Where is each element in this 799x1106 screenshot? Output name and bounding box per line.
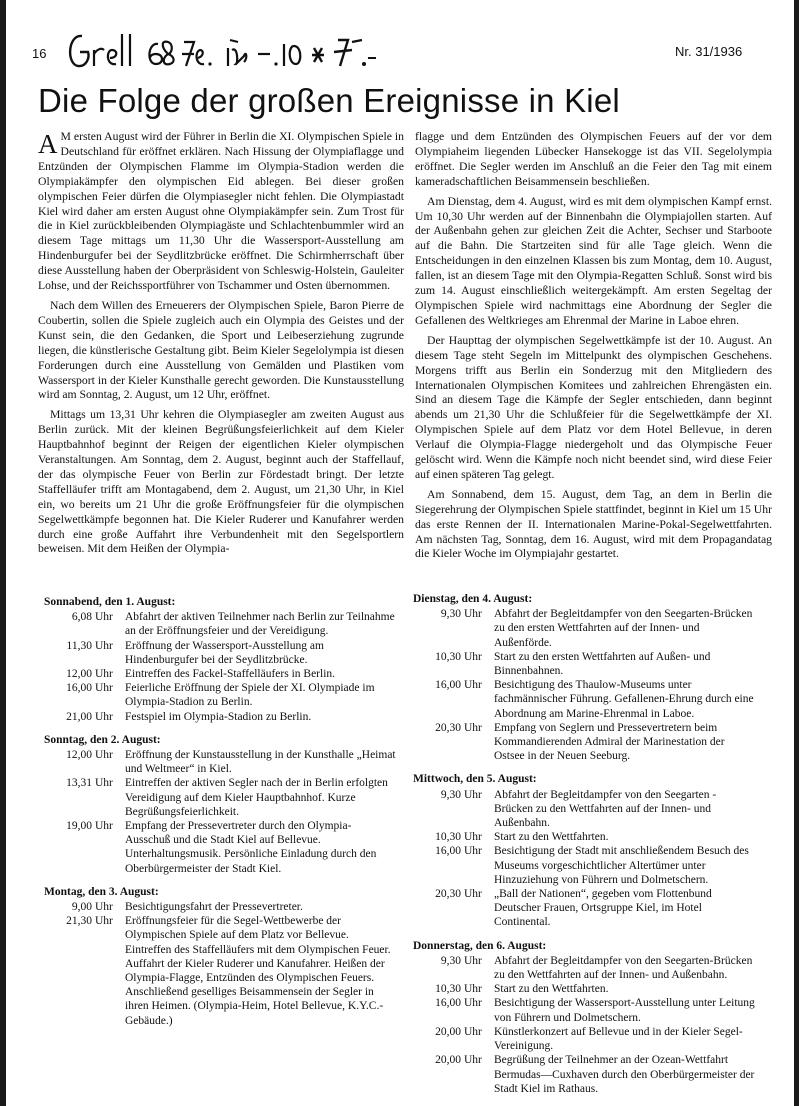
event-description: Eröffnungsfeier für die Segel-Wettbewerbe der Olympischen Spiele auf dem Platz vor Bellevue. Eintreffen des Staffelläufers mit dem Olympischen Feuer. Auffahrt der Kieler Ruderer und Kanufahrer. Heißen der Olympia-Flagge, Entzünden des Olympischen Feuers. Anschließend geselliges Beisammensein der Segler in ihren Heimen. (Olympia-Heim, Hotel Bellevue, K.Y.C.-Gebäude.) — [125, 915, 391, 1027]
event-time-unit: Uhr — [464, 1025, 482, 1038]
schedule-event — [413, 1025, 758, 1053]
event-description: Abfahrt der Begleitdampfer von den Seegarten-Brücken zu den Wettfahrten auf der Innen- und Außenbahn. — [494, 954, 753, 982]
schedule-event — [44, 914, 396, 1028]
event-description: Künstlerkonzert auf Bellevue und in der Kieler Segel-Vereinigung. — [494, 1025, 743, 1053]
event-time-unit: Uhr — [95, 682, 113, 695]
schedule-day-gap — [44, 724, 396, 733]
schedule-event — [413, 844, 758, 887]
schedule-event — [413, 721, 758, 764]
schedule-event — [413, 982, 758, 996]
event-description: Abfahrt der Begleitdampfer von den Seegarten-Brücken zu den ersten Wettfahrten auf der Innen- und Außenförde. — [494, 608, 753, 649]
event-description: Start zu den Wettfahrten. — [494, 983, 609, 996]
schedule-event — [413, 954, 758, 982]
event-time-unit: Uhr — [464, 983, 482, 996]
event-description: Empfang von Seglern und Pressevertretern beim Kommandierenden Admiral der Marinestation der Ostsee in der Neuen Seeburg. — [494, 721, 725, 763]
right-scan-border — [794, 0, 799, 1106]
schedule-event — [413, 788, 758, 831]
schedule-event — [44, 710, 396, 724]
schedule-event — [413, 996, 758, 1024]
event-time: 20,30 — [435, 888, 461, 901]
article-column-right — [415, 130, 772, 567]
event-time-unit: Uhr — [464, 788, 482, 801]
schedule-day-heading: Sonntag, den 2. August: — [44, 733, 161, 746]
schedule-day-gap — [44, 876, 396, 885]
event-time-unit: Uhr — [464, 721, 482, 734]
event-time-unit: Uhr — [464, 608, 482, 621]
handwritten-annotation — [62, 28, 382, 74]
article-paragraph: Der Haupttag der olympischen Segelwettkämpfe ist der 10. August. An diesem Tage steht Segeln im Mittelpunkt des olympischen Geschehens. Morgens trifft aus Berlin ein Sonderzug mit den Mitgliedern des Internationalen Olympischen Komitees und zahlreichen Ehrengästen ein. Sind an diesem Tage die Kämpfe der Segler entschieden, dann beginnt abends um 21,30 Uhr die Schlußfeier für die Segelwettkämpfe der XI. Olympischen Spiele auf dem Platz vor dem Hotel Bellevue, in deren Verlauf die Olympia-Flagge niedergeholt und das Olympische Feuer gelöscht wird. Wenn die Kämpfe noch nicht beendet sind, wird diese Feier auf einen späteren Tag gelegt. — [415, 333, 772, 481]
event-time: 19,00 — [66, 820, 92, 833]
event-time-unit: Uhr — [95, 611, 113, 624]
schedule-day-gap — [413, 763, 758, 772]
article-paragraph: Nach dem Willen des Erneuerers der Olympischen Spiele, Baron Pierre de Coubertin, sollen die Spiele zugleich auch ein Olympia des Geistes und der Kunst sein, die den Gedanken, die Sport und Leibeserziehung zugrunde liegen, die künstlerische Gestaltung gibt. Beim Kieler Segelolympia ist diesen Forderungen durch eine Ausstellung von Gemälden und Plastiken vom Wassersport in der Kieler Kunsthalle gerecht geworden. Die Kunstausstellung wird am Sonntag, 2. August, um 12 Uhr, eröffnet. — [38, 298, 404, 402]
event-time: 10,30 — [435, 831, 461, 844]
event-time: 20,30 — [435, 721, 461, 734]
event-time: 9,30 — [440, 954, 461, 967]
event-time: 9,30 — [440, 608, 461, 621]
schedule-column-left — [44, 595, 396, 1028]
event-description: Start zu den ersten Wettfahrten auf Außen- und Binnenbahnen. — [494, 650, 711, 678]
event-time-unit: Uhr — [95, 749, 113, 762]
event-description: Eintreffen des Fackel-Staffelläufers in Berlin. — [125, 668, 336, 681]
event-description: Besichtigungsfahrt der Pressevertreter. — [125, 901, 303, 914]
article-paragraph: A M ersten August wird der Führer in Berlin die XI. Olympischen Spiele in Deutschland für eröffnet erklären. Nach Hissung der Olympiaflagge und Entzünden der Olympischen Flamme im Olympia-Stadion werden die Olympiakämpfer den olympischen Eid ablegen. Bei dieser großen olympischen Feier dürfen die Olympiasegler nicht fehlen. Die Olympiastadt Kiel wird daher am ersten August ohne Olympiakämpfer sein. Zum Trost für die in Kiel zurückbleibenden Olympiagäste und Schlachtenbummler wird an diesem Tage mittags um 11,30 Uhr die Wassersport-Ausstellung am Hindenburgufer bei der Seydlitzbrücke eröffnet. Die Schirmherrschaft über diese Ausstellung haben der Oberpräsident von Schleswig-Holstein, Gauleiter Lohse, und der Reichssportführer von Tschammer und Osten übernommen. — [38, 129, 404, 293]
event-description: Eintreffen der aktiven Segler nach der in Berlin erfolgten Vereidigung auf dem Kieler Hauptbahnhof. Kurze Begrüßungsfeierlichkeit. — [125, 777, 388, 818]
event-time: 10,30 — [435, 983, 461, 996]
event-time-unit: Uhr — [95, 639, 113, 652]
event-description: Eröffnung der Wassersport-Ausstellung am Hindenburgufer bei der Seydlitzbrücke. — [125, 639, 324, 666]
event-time: 20,00 — [435, 1025, 461, 1038]
event-time-unit: Uhr — [464, 845, 482, 858]
event-description: Empfang der Pressevertreter durch den Olympia-Ausschuß und die Stadt Kiel auf Bellevue. Unterhaltungsmusik. Persönliche Einladung durch den Oberbürgermeister der Stadt Kiel. — [125, 820, 377, 875]
article-paragraph: Am Sonnabend, dem 15. August, dem Tag, an dem in Berlin die Siegerehrung der Olympischen Spiele stattfindet, beginnt in Kiel um 15 Uhr das erste Rennen der II. Internationalen Marine-Pokal-Segelwettfahrten. Am nächsten Tag, Sonntag, dem 16. August, wird mit dem Propagandatag die Kieler Woche im Olympiajahr gestartet. — [415, 487, 772, 561]
event-description: Besichtigung des Thaulow-Museums unter fachmännischer Führung. Gefallenen-Ehrung durch eine Abordnung am Marine-Ehrenmal in Laboe. — [494, 679, 754, 720]
event-description: Feierliche Eröffnung der Spiele der XI. Olympiade im Olympia-Stadion zu Berlin. — [125, 682, 375, 709]
event-description: Festspiel im Olympia-Stadion zu Berlin. — [125, 710, 312, 723]
event-time-unit: Uhr — [95, 777, 113, 790]
schedule-event — [413, 650, 758, 678]
event-time: 9,30 — [440, 788, 461, 801]
event-time: 21,00 — [66, 710, 92, 723]
event-time: 21,30 — [66, 915, 92, 928]
event-time-unit: Uhr — [464, 954, 482, 967]
article-paragraph: Am Dienstag, dem 4. August, wird es mit dem olympischen Kampf ernst. Um 10,30 Uhr werden auf der Binnenbahn die Olympiajollen starten. Auf der Außenbahn gehen zur gleichen Zeit die Achter, Sechser und Starboote auf die Bahn. Die Startzeiten sind für alle Tage gleich. Wenn die Entscheidungen in den einzelnen Klassen bis zum Montag, dem 10. August, fallen, ist an diesem Tage mit den Olympia-Regatten Schluß. Sonst wird bis zum 14. August einschließlich weitergekämpft. Am ersten Segeltag der Olympischen Spiele wird nachmittags eine Abordnung der Segler die Gefallenen des Weltkrieges am Ehrenmal der Marine in Laboe ehren. — [415, 194, 772, 327]
event-time: 20,00 — [435, 1054, 461, 1067]
schedule-event — [413, 1053, 758, 1096]
event-time: 6,08 — [71, 611, 92, 624]
event-time-unit: Uhr — [95, 901, 113, 914]
event-time: 16,00 — [435, 845, 461, 858]
article-paragraph: Mittags um 13,31 Uhr kehren die Olympiasegler am zweiten August aus Berlin zurück. Mit der kleinen Begrüßungsfeierlichkeit auf dem Kieler Hauptbahnhof beginnt der Reigen der eigentlichen Kieler olympischen Veranstaltungen. Am Sonntag, dem 2. August, beginnt auch der Staffellauf, der das olympische Feuer von Berlin zur Fördestadt bringt. Der letzte Staffelläufer trifft am Montagabend, dem 2. August, um 21,30 Uhr, in Kiel ein, wo bereits um 21 Uhr die große Eröffnungsfeier für die olympischen Segelwettkämpfe begonnen hat. Die Kieler Ruderer und Kanufahrer werden durch eine große Auffahrt ihre Verbundenheit mit den Segelsportlern beweisen. Mit dem Heißen der Olympia- — [38, 408, 404, 556]
event-description: „Ball der Nationen“, gegeben vom Flottenbund Deutscher Frauen, Ortsgruppe Kiel, im Hotel Continental. — [494, 888, 712, 929]
schedule-event — [44, 639, 396, 667]
issue-number: Nr. 31/1936 — [675, 44, 743, 59]
schedule-event — [44, 667, 396, 681]
schedule-day-gap — [413, 930, 758, 939]
event-time: 16,00 — [435, 997, 461, 1010]
schedule-day-heading: Dienstag, den 4. August: — [413, 593, 533, 605]
schedule-event — [413, 678, 758, 721]
event-time: 11,30 — [66, 639, 92, 652]
article-column-left — [38, 130, 404, 562]
schedule-event — [44, 819, 396, 876]
event-description: Besichtigung der Stadt mit anschließendem Besuch des Museums vorgeschichtlicher Altertümer unter Hinzuziehung von Führern und Dolmetschern. — [494, 845, 749, 886]
article-headline: Die Folge der großen Ereignisse in Kiel — [38, 82, 620, 119]
event-time-unit: Uhr — [464, 831, 482, 844]
drop-cap: A — [38, 129, 58, 159]
event-time-unit: Uhr — [95, 820, 113, 833]
page-number: 16 — [32, 46, 47, 61]
event-time: 16,00 — [66, 682, 92, 695]
schedule-day-heading: Sonnabend, den 1. August: — [44, 596, 176, 608]
event-description: Abfahrt der Begleitdampfer von den Seegarten - Brücken zu den Wettfahrten auf der Innen- und Außenbahn. — [494, 788, 717, 830]
event-time-unit: Uhr — [95, 915, 113, 928]
schedule-event — [413, 607, 758, 650]
schedule-day-heading: Donnerstag, den 6. August: — [413, 939, 547, 952]
event-time-unit: Uhr — [464, 1054, 482, 1067]
event-time-unit: Uhr — [464, 997, 482, 1010]
event-time-unit: Uhr — [464, 650, 482, 663]
event-time: 12,00 — [66, 749, 92, 762]
event-description: Start zu den Wettfahrten. — [494, 831, 609, 844]
event-description: Eröffnung der Kunstausstellung in der Kunsthalle „Heimat und Weltmeer“ in Kiel. — [125, 749, 396, 776]
schedule-day-heading: Montag, den 3. August: — [44, 885, 159, 898]
schedule-event — [44, 681, 396, 709]
event-time: 10,30 — [435, 650, 461, 663]
event-time: 12,00 — [66, 668, 92, 681]
schedule-event — [44, 900, 396, 914]
event-time-unit: Uhr — [464, 888, 482, 901]
event-time: 13,31 — [66, 777, 92, 790]
schedule-event — [413, 830, 758, 844]
event-description: Besichtigung der Wassersport-Ausstellung unter Leitung von Führern und Dolmetschern. — [494, 997, 755, 1024]
event-time-unit: Uhr — [464, 679, 482, 692]
schedule-event — [44, 776, 396, 819]
event-time-unit: Uhr — [95, 668, 113, 681]
left-scan-border — [0, 0, 6, 1106]
event-time: 16,00 — [435, 679, 461, 692]
event-description: Begrüßung der Teilnehmer an der Ozean-Wettfahrt Bermudas—Cuxhaven durch den Oberbürgermeister der Stadt Kiel im Rathaus. — [494, 1054, 755, 1095]
schedule-event — [44, 610, 396, 638]
event-time-unit: Uhr — [95, 710, 113, 723]
article-paragraph: flagge und dem Entzünden des Olympischen Feuers auf der vor dem Olympiaheim liegenden Lübecker Hansekogge ist das VII. Segelolympia eröffnet. Die Segler werden im Anschluß an die Feier den Tag mit einem kameradschaftlichen Beisammensein beschließen. — [415, 130, 772, 188]
schedule-column-right — [413, 592, 758, 1096]
schedule-event — [413, 887, 758, 930]
event-description: Abfahrt der aktiven Teilnehmer nach Berlin zur Teilnahme an der Eröffnungsfeier und der Vereidigung. — [125, 611, 395, 638]
schedule-event — [44, 748, 396, 776]
event-time: 9,00 — [71, 901, 92, 914]
schedule-day-heading: Mittwoch, den 5. August: — [413, 773, 537, 786]
